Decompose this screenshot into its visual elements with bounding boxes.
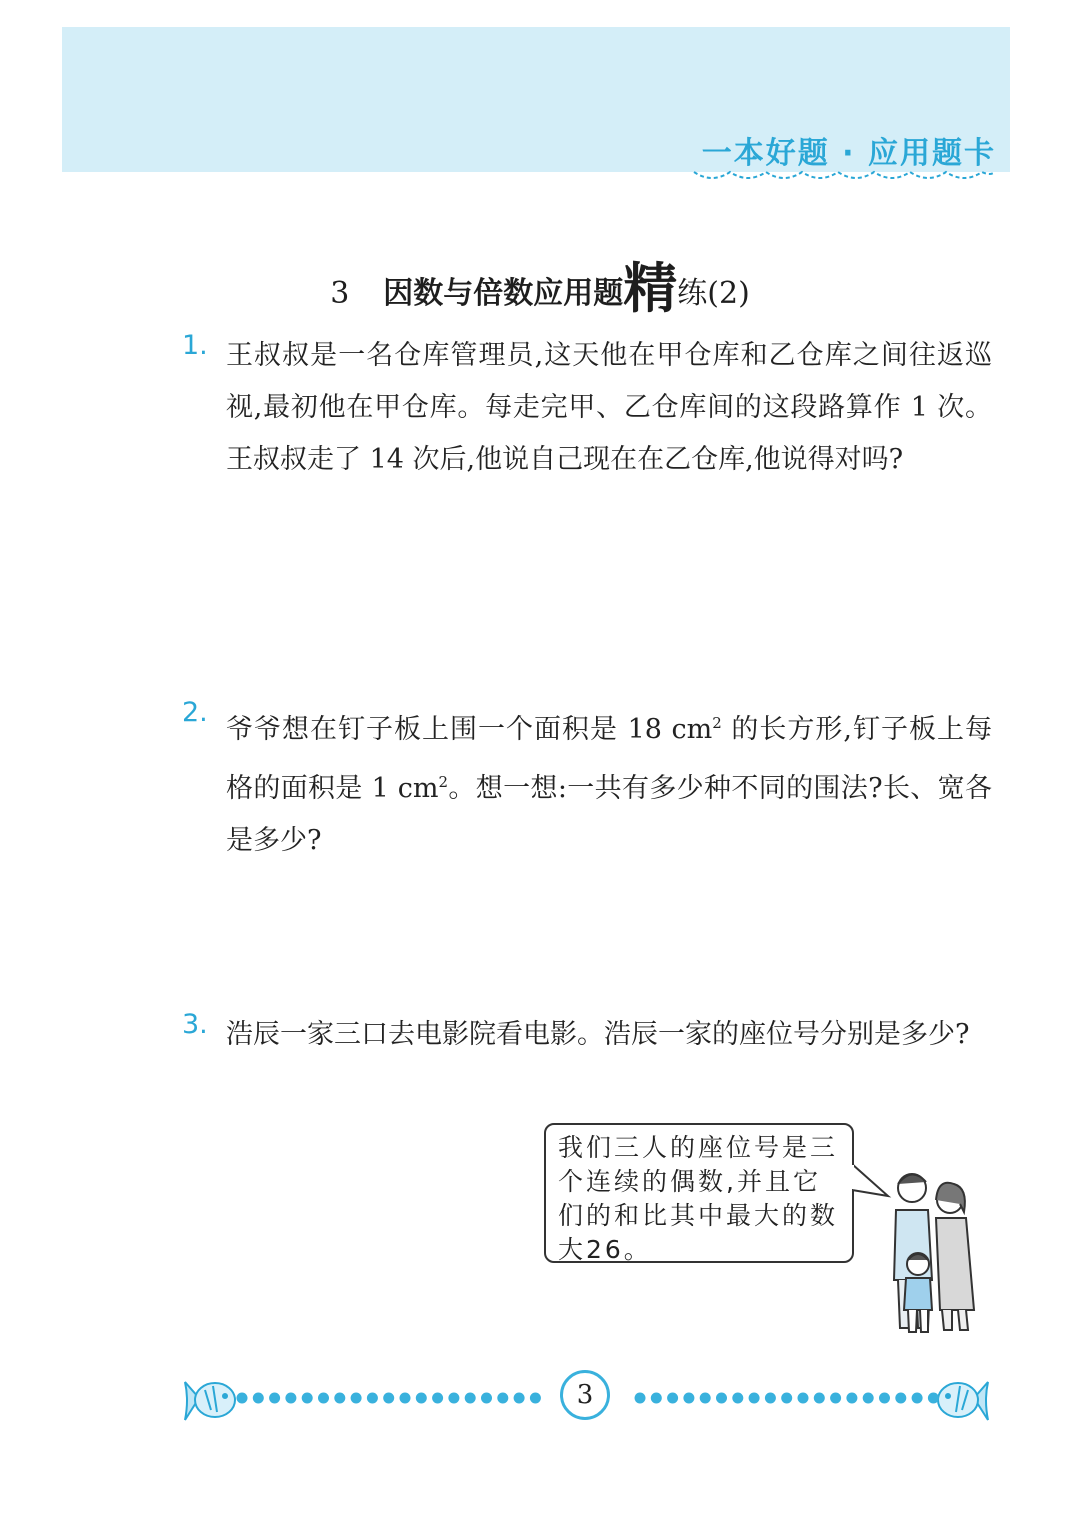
fish-icon [185,1382,235,1420]
title-emphasis: 精 [623,257,678,320]
footer-dot [846,1393,857,1404]
footer-dot [367,1393,378,1404]
footer-dot [530,1393,541,1404]
question-2 [182,697,992,867]
page-number: 3 [560,1370,610,1420]
footer-dot [432,1393,443,1404]
question-3 [182,1009,992,1061]
footer-dot [237,1393,248,1404]
question-number: 2. [182,697,208,728]
question-text [226,697,992,867]
fish-icon [938,1382,988,1420]
question-text: 浩辰一家三口去电影院看电影。浩辰一家的座位号分别是多少? [226,1019,970,1050]
brand-title: 一本好题 · 应用题卡 [701,136,996,171]
title-tail: 练(2) [677,276,750,311]
footer-dot [814,1393,825,1404]
superscript: 2 [712,714,722,732]
question-text: 王叔叔是一名仓库管理员,这天他在甲仓库和乙仓库之间往返巡视,最初他在甲仓库。每走完甲、乙仓库间的这段路算作 1 次。王叔叔走了 14 次后,他说自己现在在乙仓库,他说得对吗? [226,340,992,475]
footer-dot [700,1393,711,1404]
page-title [0,246,1080,323]
footer-dot [765,1393,776,1404]
title-main: 因数与倍数应用题 [383,276,624,311]
footer-dot [481,1393,492,1404]
footer-dot [334,1393,345,1404]
footer-dot [635,1393,646,1404]
footer-dot [912,1393,923,1404]
footer-dot [798,1393,809,1404]
footer-dot [351,1393,362,1404]
family-illustration [878,1160,988,1340]
footer-decoration [0,1360,1080,1440]
question-1 [182,330,992,486]
question-number: 3. [182,1009,208,1040]
footer-dot [651,1393,662,1404]
footer-dot [667,1393,678,1404]
footer-dot [781,1393,792,1404]
superscript: 2 [438,773,449,791]
question-number: 1. [182,330,208,361]
footer-dot [928,1393,939,1404]
footer-dot [879,1393,890,1404]
footer-dot [400,1393,411,1404]
speech-bubble: 我们三人的座位号是三个连续的偶数,并且它们的和比其中最大的数大26。 [544,1123,854,1263]
footer-dot [716,1393,727,1404]
brand-wave-decoration [692,162,997,190]
footer-dot [514,1393,525,1404]
question-text-part: 。想一想:一共有多少种不同的围法?长、宽各是多少? [226,773,992,856]
footer-dot [285,1393,296,1404]
footer-dot [863,1393,874,1404]
footer-dot [269,1393,280,1404]
footer-dot [416,1393,427,1404]
footer-dot [895,1393,906,1404]
title-number: 3 [330,276,350,311]
question-text-part: 爷爷想在钉子板上围一个面积是 18 cm [226,714,713,745]
question-text-part: 的长方形,钉子板上每格的面积是 1 cm [226,714,992,804]
footer-dot [830,1393,841,1404]
footer-dot [749,1393,760,1404]
footer-dot [383,1393,394,1404]
footer-dot [497,1393,508,1404]
footer-dot [465,1393,476,1404]
footer-dot [732,1393,743,1404]
footer-dot [318,1393,329,1404]
footer-dot [253,1393,264,1404]
footer-dot [302,1393,313,1404]
footer-dot [683,1393,694,1404]
footer-dot [448,1393,459,1404]
